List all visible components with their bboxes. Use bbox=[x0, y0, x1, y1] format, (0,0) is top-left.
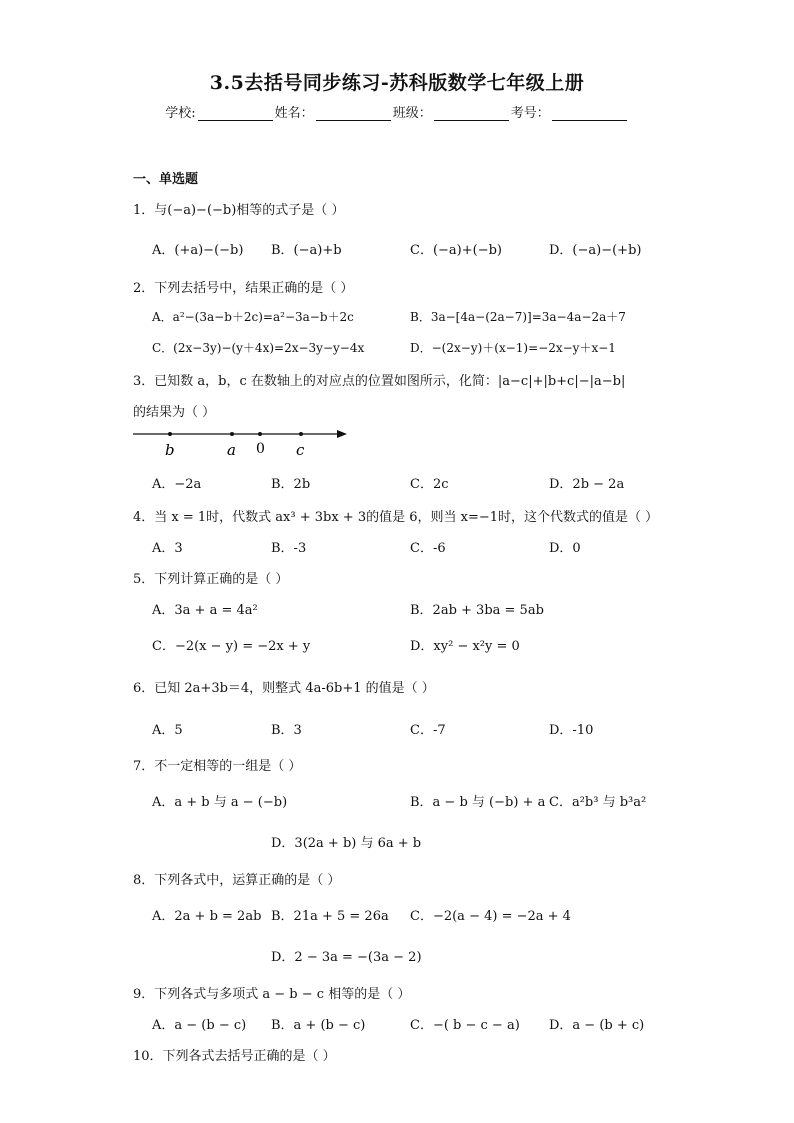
name-label: 姓名： bbox=[274, 106, 314, 121]
point-c-label: c bbox=[296, 441, 305, 459]
question-6-option-b: B．3 bbox=[271, 723, 302, 738]
question-3-stem-continued: 的结果为（ ） bbox=[133, 405, 216, 420]
point-b-label: b bbox=[165, 441, 175, 459]
point-b-dot bbox=[168, 432, 172, 436]
class-label: 班级： bbox=[392, 106, 432, 121]
question-9-stem: 9．下列各式与多项式 a − b − c 相等的是（ ） bbox=[133, 987, 411, 1002]
question-8-stem: 8．下列各式中，运算正确的是（ ） bbox=[133, 873, 341, 888]
question-2-option-b: B．3a−[4a−(2a−7)]=3a−4a−2a＋7 bbox=[410, 310, 626, 324]
question-7-stem: 7．不一定相等的一组是（ ） bbox=[133, 759, 302, 774]
question-5-stem: 5．下列计算正确的是（ ） bbox=[133, 572, 289, 587]
exam-no-blank bbox=[552, 107, 627, 121]
question-6-option-d: D．-10 bbox=[549, 723, 594, 738]
question-7-option-a: A．a + b 与 a − (−b) bbox=[152, 795, 288, 810]
question-5-option-c: C．−2(x − y) = −2x + y bbox=[152, 639, 311, 654]
question-3-option-a: A．−2a bbox=[152, 477, 202, 492]
name-blank bbox=[316, 107, 391, 121]
number-line-arrow-icon bbox=[337, 430, 347, 438]
question-4-stem: 4．当 x = 1时，代数式 ax³ + 3bx + 3的值是 6，则当 x=−1时，这个代数式的值是（ ） bbox=[133, 510, 659, 525]
question-9-option-c: C．−( b − c − a) bbox=[410, 1018, 520, 1033]
point-a-label: a bbox=[227, 441, 236, 459]
page-title: 3.5去括号同步练习-苏科版数学七年级上册 bbox=[209, 72, 585, 94]
question-4-option-d: D．0 bbox=[549, 541, 581, 556]
question-5-option-b: B．2ab + 3ba = 5ab bbox=[410, 603, 544, 618]
student-info-line bbox=[0, 102, 794, 121]
question-7-option-b: B．a − b 与 (−b) + a bbox=[410, 795, 546, 810]
question-4-option-a: A．3 bbox=[152, 541, 183, 556]
question-2-option-d: D．−(2x−y)＋(x−1)=−2x−y＋x−1 bbox=[410, 341, 616, 355]
question-2-option-c: C．(2x−3y)−(y＋4x)=2x−3y−y−4x bbox=[152, 341, 365, 355]
question-2-option-a: A．a²−(3a−b＋2c)=a²−3a−b＋2c bbox=[152, 310, 354, 324]
point-zero-dot bbox=[258, 432, 262, 436]
question-5-option-d: D．xy² − x²y = 0 bbox=[410, 639, 520, 654]
question-1-stem: 1．与(−a)−(−b)相等的式子是（ ） bbox=[133, 203, 345, 218]
question-9-option-d: D．a − (b + c) bbox=[549, 1018, 645, 1033]
point-zero-label: 0 bbox=[256, 441, 265, 457]
question-8-option-b: B．21a + 5 = 26a bbox=[271, 909, 389, 924]
question-6-stem: 6．已知 2a+3b＝4，则整式 4a-6b+1 的值是（ ） bbox=[133, 681, 435, 696]
question-3-option-d: D．2b − 2a bbox=[549, 477, 625, 492]
question-1-option-c: C．(−a)+(−b) bbox=[410, 243, 502, 258]
question-7-option-c: C．a²b³ 与 b³a² bbox=[549, 795, 647, 810]
question-10-stem: 10．下列各式去括号正确的是（ ） bbox=[133, 1049, 336, 1064]
question-1-option-b: B．(−a)+b bbox=[271, 243, 342, 258]
question-8-option-d: D．2 − 3a = −(3a − 2) bbox=[271, 950, 422, 965]
question-1-option-d: D．(−a)−(+b) bbox=[549, 243, 642, 258]
exam-no-label: 考号： bbox=[510, 106, 550, 121]
school-blank bbox=[198, 107, 273, 121]
question-9-option-a: A．a − (b − c) bbox=[152, 1018, 247, 1033]
question-3-option-c: C．2c bbox=[410, 477, 449, 492]
question-5-option-a: A．3a + a = 4a² bbox=[152, 603, 258, 618]
question-7-option-d: D．3(2a + b) 与 6a + b bbox=[271, 836, 422, 851]
question-2-stem: 2．下列去括号中，结果正确的是（ ） bbox=[133, 281, 354, 296]
point-c-dot bbox=[299, 432, 303, 436]
number-line-figure bbox=[133, 422, 353, 462]
school-label: 学校: bbox=[165, 106, 196, 121]
question-3-stem: 3．已知数 a，b，c 在数轴上的对应点的位置如图所示，化简：|a−c|+|b+c|−|a−b| bbox=[133, 374, 626, 389]
question-8-option-a: A．2a + b = 2ab bbox=[152, 909, 262, 924]
question-9-option-b: B．a + (b − c) bbox=[271, 1018, 366, 1033]
question-8-option-c: C．−2(a − 4) = −2a + 4 bbox=[410, 909, 571, 924]
question-3-option-b: B．2b bbox=[271, 477, 311, 492]
question-4-option-c: C．-6 bbox=[410, 541, 446, 556]
section-heading: 一、单选题 bbox=[133, 172, 199, 187]
class-blank bbox=[434, 107, 509, 121]
question-6-option-c: C．-7 bbox=[410, 723, 446, 738]
point-a-dot bbox=[230, 432, 234, 436]
question-1-option-a: A．(+a)−(−b) bbox=[152, 243, 244, 258]
question-6-option-a: A．5 bbox=[152, 723, 183, 738]
question-4-option-b: B．-3 bbox=[271, 541, 307, 556]
